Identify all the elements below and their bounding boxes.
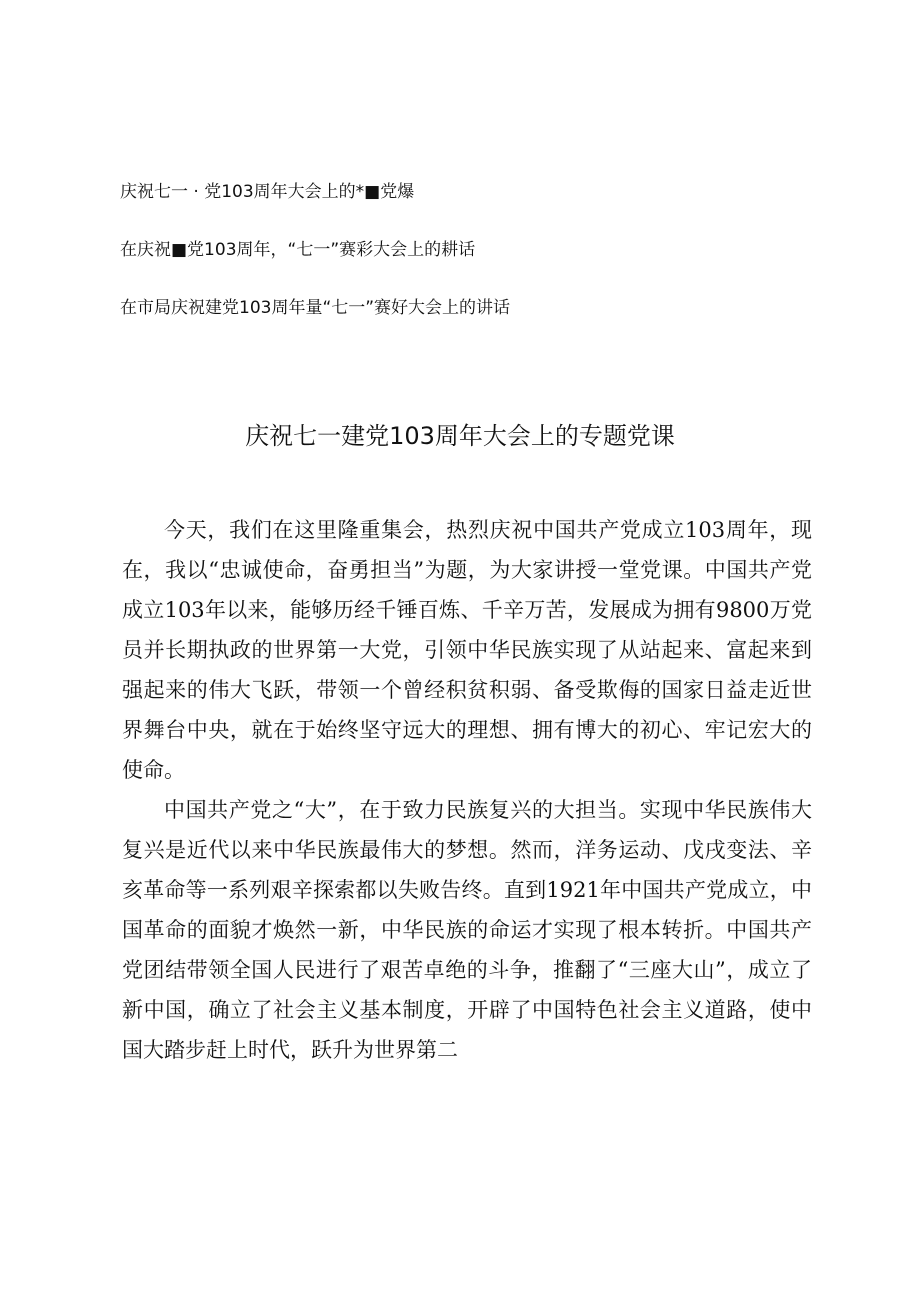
- toc-item: 在市局庆祝建党103周年量“七一”赛好大会上的讲话: [120, 298, 511, 318]
- document-title: 庆祝七一建党103周年大会上的专题党课: [245, 422, 675, 450]
- table-of-contents: [120, 178, 820, 322]
- toc-item: 在庆祝■党103周年，“七一”赛彩大会上的耕话: [120, 240, 476, 260]
- toc-item: 庆祝七一 · 党103周年大会上的*■党爆: [120, 182, 415, 202]
- body-paragraph: 今天，我们在这里隆重集会，热烈庆祝中国共产党成立103周年，现在，我以“忠诚使命，奋勇担当”为题，为大家讲授一堂党课。中国共产党成立103年以来，能够历经千锤百炼、千辛万苦，发展成为拥有9800万党员并长期执政的世界第一大党，引领中华民族实现了从站起来、富起来到强起来的伟大飞跃，带领一个曾经积贫积弱、备受欺侮的国家日益走近世界舞台中央，就在于始终坚守远大的理想、拥有博大的初心、牢记宏大的使命。: [122, 518, 812, 782]
- document-body: [122, 510, 812, 1070]
- body-paragraph: 中国共产党之“大”，在于致力民族复兴的大担当。实现中华民族伟大复兴是近代以来中华民族最伟大的梦想。然而，洋务运动、戊戌变法、辛亥革命等一系列艰辛探索都以失败告终。直到1921年中国共产党成立，中国革命的面貌才焕然一新，中华民族的命运才实现了根本转折。中国共产党团结带领全国人民进行了艰苦卓绝的斗争，推翻了“三座大山”，成立了新中国，确立了社会主义基本制度，开辟了中国特色社会主义道路，使中国大踏步赶上时代，跃升为世界第二: [122, 798, 812, 1062]
